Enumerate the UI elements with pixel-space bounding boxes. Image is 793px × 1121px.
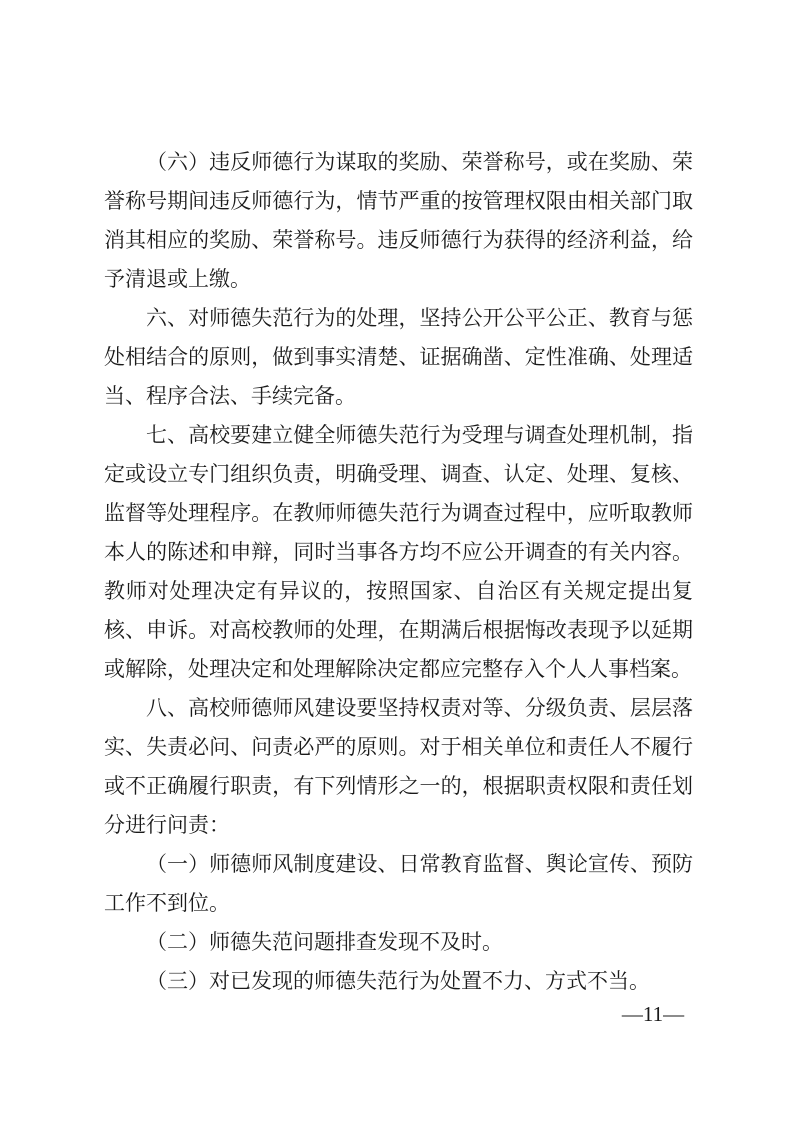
paragraph-article-8: 八、高校师德师风建设要坚持权责对等、分级负责、层层落实、失责必问、问责必严的原则。对于相关单位和责任人不履行或不正确履行职责，有下列情形之一的，根据职责权限和责任划分进行问责： — [104, 696, 693, 837]
document-body — [104, 143, 693, 1001]
paragraph-article-7: 七、高校要建立健全师德失范行为受理与调查处理机制，指定或设立专门组织负责，明确受理、调查、认定、处理、复核、监督等处理程序。在教师师德失范行为调查过程中，应听取教师本人的陈述和申辩，同时当事各方均不应公开调查的有关内容。教师对处理决定有异议的，按照国家、自治区有关规定提出复核、申诉。对高校教师的处理，在期满后根据悔改表现予以延期或解除，处理决定和处理解除决定都应完整存入个人人事档案。 — [104, 423, 693, 681]
paragraph-article-6: 六、对师德失范行为的处理，坚持公开公平公正、教育与惩处相结合的原则，做到事实清楚、证据确凿、定性准确、处理适当、程序合法、手续完备。 — [104, 306, 693, 408]
page-number: —11— — [621, 1002, 685, 1026]
paragraph-item-2-clause: （二）师德失范问题排查发现不及时。 — [146, 930, 503, 954]
paragraph-item-6-clause: （六）违反师德行为谋取的奖励、荣誉称号，或在奖励、荣誉称号期间违反师德行为，情节严重的按管理权限由相关部门取消其相应的奖励、荣誉称号。违反师德行为获得的经济利益，给予清退或上缴。 — [104, 150, 693, 291]
paragraph-item-3-clause: （三）对已发现的师德失范行为处置不力、方式不当。 — [146, 969, 650, 993]
paragraph-item-1-clause: （一）师德师风制度建设、日常教育监督、舆论宣传、预防工作不到位。 — [104, 852, 693, 915]
